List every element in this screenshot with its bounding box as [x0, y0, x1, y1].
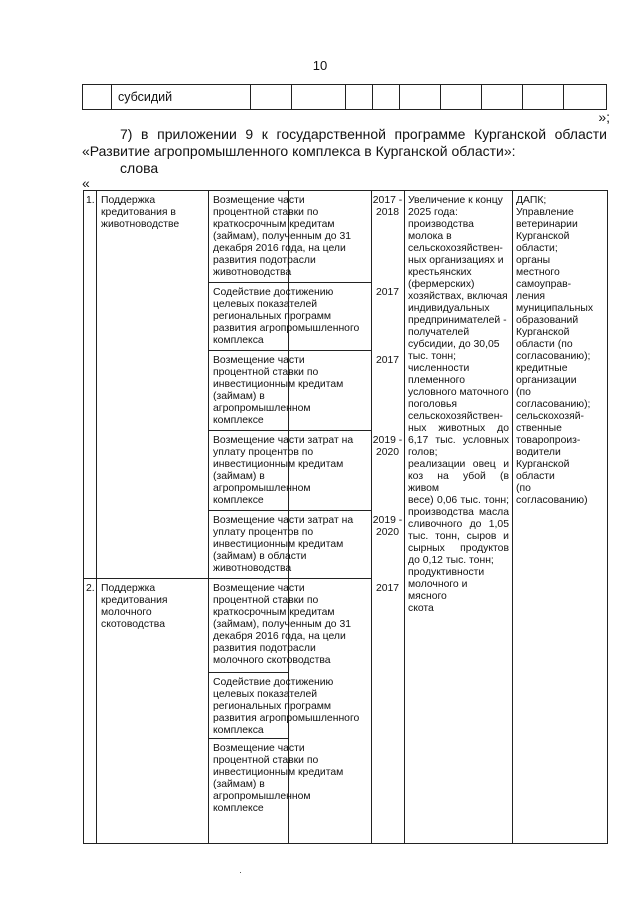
activity-text: Возмещение части процентной ставки по инвестиционным кредитам (займам) в агропромышленном комплексе: [213, 743, 344, 814]
row-number: 2.: [86, 583, 95, 594]
activity-text: Возмещение части затрат на уплату процентов по инвестиционным кредитам (займам) в агропромышленном комплексе: [213, 435, 354, 506]
activity-text: Возмещение части процентной ставки по краткосрочным кредитам (займам), полученным до 31 декабря 2016 года, на цели развития подотрасли животноводства: [213, 195, 351, 278]
previous-table-fragment: [82, 84, 607, 110]
prev-table-row-label: субсидий: [112, 85, 251, 110]
amendment-line-2: «Развитие агропромышленного комплекса в Курганской области»:: [82, 143, 516, 159]
activity-text: Содействие достижению целевых показателей региональных программ развития агропромышленного комплекса: [213, 677, 360, 736]
activity-years: 2017: [375, 355, 400, 366]
measure-name: Поддержка кредитования в животноводстве: [101, 195, 180, 230]
activity-text: Возмещение части затрат на уплату процентов по инвестиционным кредитам (займам) в области животноводства: [213, 515, 354, 574]
activity-text: Возмещение части процентной ставки по краткосрочным кредитам (займам), полученным до 31 декабря 2016 года, на цели развития подотрасли молочного скотоводства: [213, 583, 351, 666]
activity-years: 2017: [375, 287, 400, 298]
activity-text: Содействие достижению целевых показателей региональных программ развития агропромышленного комплекса: [213, 287, 360, 346]
program-measures-table: [83, 190, 608, 844]
responsible-executors: ДАПК; Управление ветеринарии Курганской области; органы местного самоуправ- ления муниципальных образований Курганской области (по согласованию); кредитные организации (по согласованию); сельскохозяй- ственные товаропроиз- водители Курганской области (по согласованию): [516, 195, 594, 506]
amendment-line-1: 7) в приложении 9 к государственной программе Курганской области: [120, 126, 607, 142]
amendment-line-3: слова: [120, 160, 159, 176]
expected-results: Увеличение к концу 2025 года: производства молока в сельскохозяйствен- ных организациях и крестьянских (фермерских) хозяйствах, включая индивидуальных предпринимателей - получателей субсидии, до 30,05 тыс. тонн; численности племенного условного маточного поголовья сельскохозяйствен- ных животных до 6,17 тыс. условных голов; реализации овец и коз на убой (в живом весе) 0,06 тыс. тонн; производства масла сливочного до 1,05 тыс. тонн, сыров и сырных продуктов до 0,12 тыс. тонн; продуктивности молочного и мясного скота: [408, 195, 509, 614]
activity-years: 2019 - 2020: [372, 515, 403, 538]
activity-years: 2017 - 2018: [372, 195, 403, 218]
amendment-paragraph: [82, 126, 607, 177]
activity-years: 2017: [375, 583, 400, 594]
activity-years: 2019 - 2020: [372, 435, 403, 458]
row-number: 1.: [86, 195, 95, 206]
opening-quote: «: [82, 175, 90, 191]
closing-quote: »;: [598, 109, 610, 125]
activity-text: Возмещение части процентной ставки по инвестиционным кредитам (займам) в агропромышленном комплексе: [213, 355, 344, 426]
page-number: 10: [312, 58, 328, 73]
measure-name: Поддержка кредитования молочного скотоводства: [101, 583, 168, 630]
scan-speck: [240, 872, 241, 873]
